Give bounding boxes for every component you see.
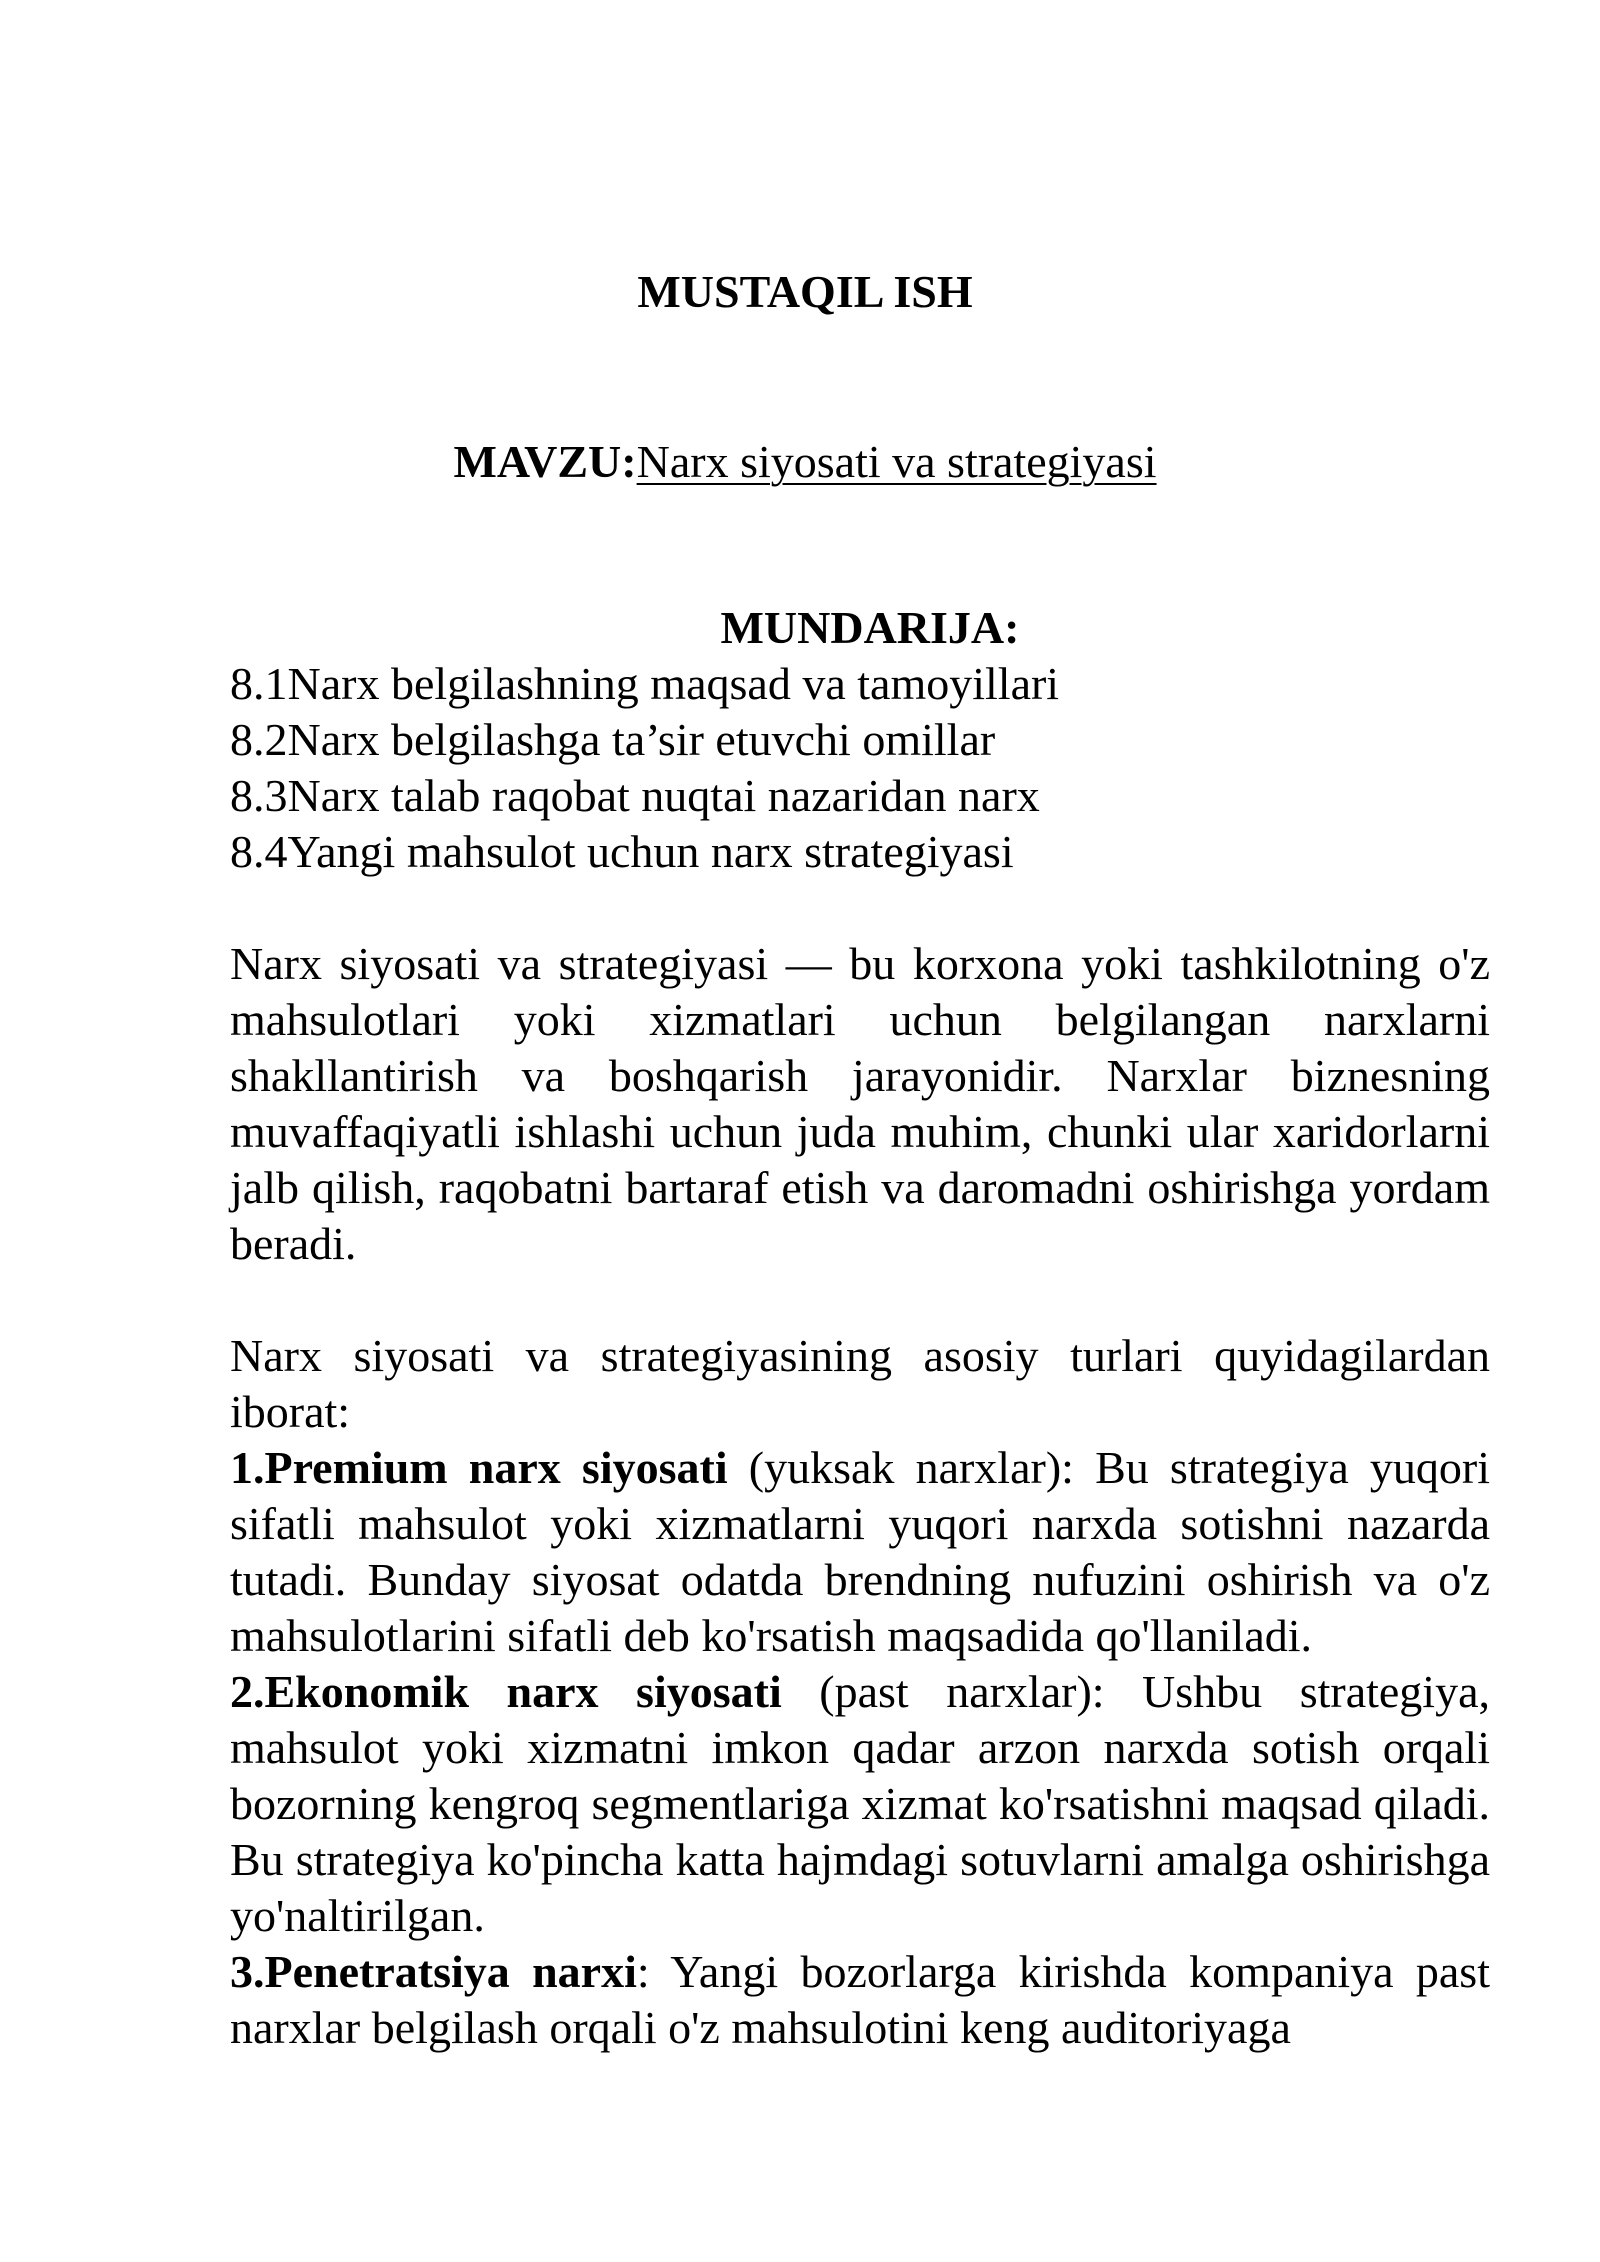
item-bold-name: Ekonomik narx siyosati — [264, 1666, 782, 1717]
document-body — [230, 936, 1490, 2056]
topic-label: MAVZU: — [453, 436, 637, 487]
topic-line — [0, 432, 1600, 492]
contents-item: 8.4Yangi mahsulot uchun narx strategiyasi — [230, 826, 1014, 877]
topic-value: Narx siyosati va strategiyasi — [636, 436, 1157, 487]
item-bold-name: Penetratsiya narxi — [264, 1946, 637, 1997]
paragraph-spacer — [230, 1272, 1490, 1328]
contents-item: 8.3Narx talab raqobat nuqtai nazaridan narx — [230, 770, 1040, 821]
pricing-type-item — [230, 1440, 1490, 1664]
contents-heading: MUNDARIJA: — [720, 602, 1020, 653]
table-of-contents — [230, 600, 1490, 880]
item-number: 3. — [230, 1946, 265, 1997]
item-bold-name: Premium narx siyosati — [264, 1442, 728, 1493]
contents-item: 8.2Narx belgilashga ta’sir etuvchi omillar — [230, 714, 996, 765]
item-number: 2. — [230, 1666, 265, 1717]
types-intro-paragraph: Narx siyosati va strategiyasining asosiy turlari quyidagilardan iborat: — [230, 1330, 1490, 1437]
document-title: MUSTAQIL ISH — [637, 266, 973, 317]
item-text: (past narxlar): Ushbu strategiya, mahsulot yoki xizmatni imkon qadar arzon narxda sotish orqali bozorning kengroq segmentlariga xizmat ko'rsatishni maqsad qiladi. Bu strategiya ko'pincha katta hajmdagi sotuvlarni amalga oshirishga yo'naltirilgan. — [230, 1666, 1491, 1941]
item-text: (yuksak narxlar): Bu strategiya yuqori sifatli mahsulot yoki xizmatlarni yuqori narxda sotishni nazarda tutadi. Bunday siyosat odatda brendning nufuzini oshirish va o'z mahsulotlarini sifatli deb ko'rsatish maqsadida qo'llaniladi. — [230, 1442, 1490, 1661]
contents-item: 8.1Narx belgilashning maqsad va tamoyillari — [230, 658, 1060, 709]
intro-paragraph: Narx siyosati va strategiyasi — bu korxona yoki tashkilotning o'z mahsulotlari yoki xizmatlari uchun belgilangan narxlarni shakllantirish va boshqarish jarayonidir. Narxlar biznesning muvaffaqiyatli ishlashi uchun juda muhim, chunki ular xaridorlarni jalb qilish, raqobatni bartaraf etish va daromadni oshirishga yordam beradi. — [230, 938, 1490, 1269]
item-number: 1. — [230, 1442, 265, 1493]
pricing-type-item — [230, 1664, 1490, 1944]
item-text: : Yangi bozorlarga kirishda kompaniya past narxlar belgilash orqali o'z mahsulotini keng auditoriyaga — [230, 1946, 1490, 2053]
pricing-type-item — [230, 1944, 1490, 2056]
